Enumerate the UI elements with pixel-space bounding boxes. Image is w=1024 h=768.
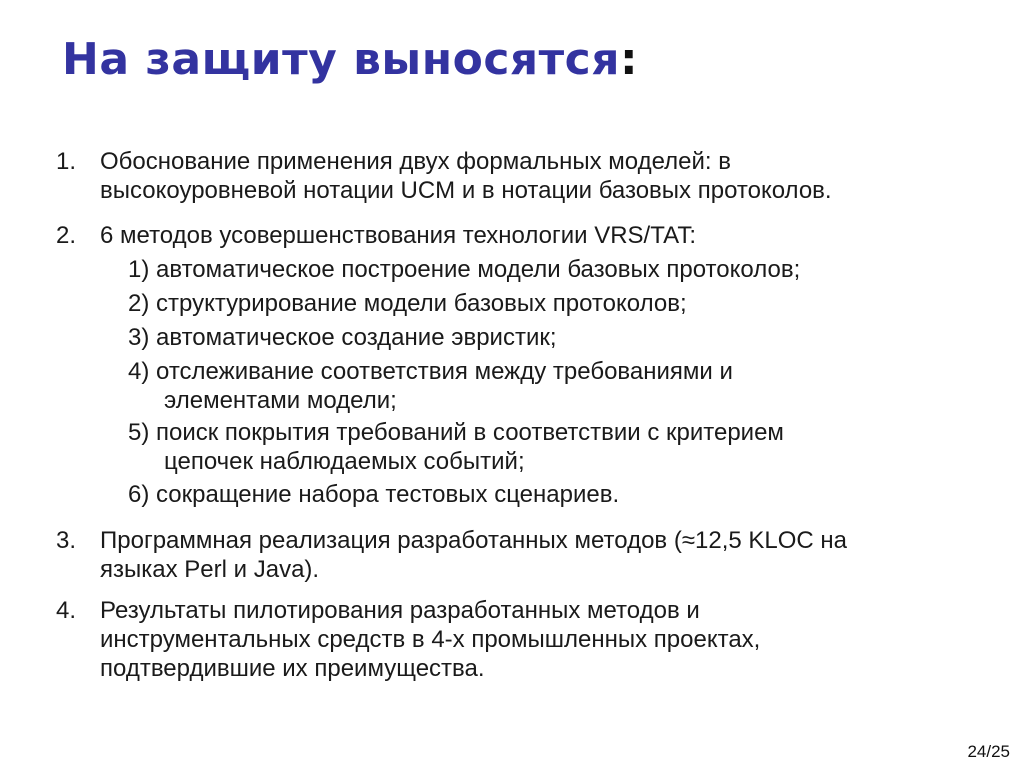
list-item-line: Результаты пилотирования разработанных методов и	[100, 597, 700, 624]
list-item-number: 1.	[56, 148, 77, 175]
sub-list-item-line: 6) сокращение набора тестовых сценариев.	[128, 481, 620, 508]
list-item-text	[100, 526, 1000, 584]
sub-list-item-line: 3) автоматическое создание эвристик;	[128, 324, 557, 351]
list-item-line: языках Perl и Java).	[100, 556, 320, 583]
list-item-text	[100, 596, 1000, 683]
slide-title-colon: :	[620, 34, 639, 85]
sub-list-item-line: 4) отслеживание соответствия между требованиями и	[128, 358, 733, 385]
list-item-4	[0, 596, 1024, 686]
slide-title-text: На защиту выносятся	[62, 34, 620, 85]
sub-list-item-line: элементами модели;	[164, 387, 397, 414]
list-item-line: Программная реализация разработанных методов (≈12,5 KLOC на	[100, 527, 847, 554]
sub-list-item-text	[128, 255, 988, 284]
sub-list-item-line: цепочек наблюдаемых событий;	[164, 448, 525, 475]
sub-list-item-text	[128, 357, 988, 415]
list-item-1	[0, 147, 1024, 207]
list-item-number: 4.	[56, 597, 77, 624]
list-item-text	[100, 147, 1000, 205]
list-item-text	[100, 221, 1000, 250]
sub-list-item-line: 2) структурирование модели базовых протоколов;	[128, 290, 687, 317]
list-item-2	[0, 221, 1024, 251]
list-item-line: высокоуровневой нотации UCM и в нотации базовых протоколов.	[100, 177, 832, 204]
sub-list-item-text	[128, 480, 988, 509]
sub-list-item-line: 5) поиск покрытия требований в соответствии с критерием	[128, 419, 784, 446]
sub-list-item-text	[128, 289, 988, 318]
list-item-line: Обоснование применения двух формальных моделей: в	[100, 148, 731, 175]
list-item-line: подтвердившие их преимущества.	[100, 655, 485, 682]
list-item-line: 6 методов усовершенствования технологии VRS/TAT:	[100, 222, 696, 249]
sub-list-item-text	[128, 323, 988, 352]
list-item-number: 2.	[56, 222, 77, 249]
list-item-line: инструментальных средств в 4-х промышленных проектах,	[100, 626, 761, 653]
sub-list-item-line: 1) автоматическое построение модели базовых протоколов;	[128, 256, 801, 283]
page-number: 24/25	[967, 742, 1010, 761]
list-item-3	[0, 526, 1024, 586]
sub-list-item-text	[128, 418, 988, 476]
list-item-number: 3.	[56, 527, 77, 554]
